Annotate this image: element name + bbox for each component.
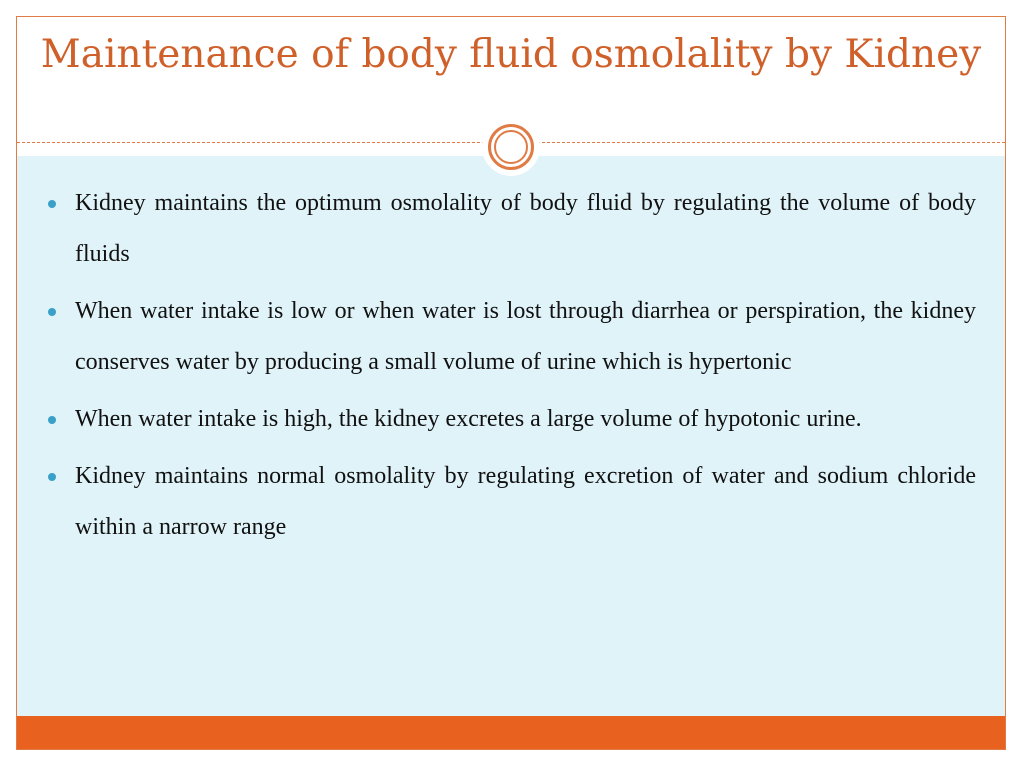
decorative-inner-circle-icon [494, 130, 528, 164]
bullet-dot-icon [48, 473, 56, 481]
bullet-text: When water intake is low or when water is lost through diarrhea or perspiration, the kidney conserves water by producing a small volume of urine which is hypertonic [75, 298, 976, 375]
bullet-item [40, 178, 976, 280]
bullet-dot-icon [48, 416, 56, 424]
bullet-list [40, 178, 976, 559]
bullet-text: Kidney maintains normal osmolality by regulating excretion of water and sodium chloride within a narrow range [75, 463, 976, 540]
bullet-item [40, 286, 976, 388]
footer-accent-bar [17, 716, 1005, 749]
bullet-dot-icon [48, 308, 56, 316]
bullet-text: When water intake is high, the kidney excretes a large volume of hypotonic urine. [75, 406, 862, 432]
bullet-item [40, 451, 976, 553]
bullet-item [40, 394, 976, 445]
slide-title: Maintenance of body fluid osmolality by Kidney [40, 32, 982, 77]
bullet-dot-icon [48, 200, 56, 208]
bullet-text: Kidney maintains the optimum osmolality of body fluid by regulating the volume of body fluids [75, 190, 976, 267]
